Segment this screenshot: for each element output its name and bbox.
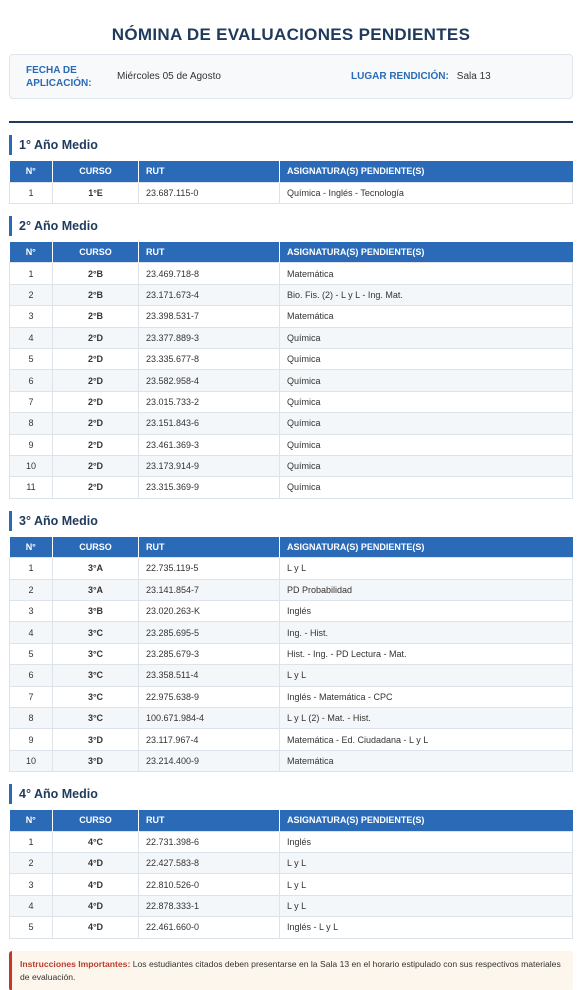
table-row — [10, 306, 573, 327]
row-rut: 22.735.119-5 — [139, 558, 280, 579]
table-row — [10, 263, 573, 284]
row-number: 1 — [10, 831, 53, 852]
column-header: CURSO — [53, 161, 139, 182]
table-row — [10, 874, 573, 895]
column-header: CURSO — [53, 537, 139, 558]
row-asignaturas: L y L — [280, 665, 573, 686]
row-rut: 23.141.854-7 — [139, 579, 280, 600]
row-asignaturas: Hist. - Ing. - PD Lectura - Mat. — [280, 643, 573, 664]
table-header-row — [10, 161, 573, 182]
row-rut: 23.461.369-3 — [139, 434, 280, 455]
table-row — [10, 284, 573, 305]
row-curso: 2°D — [53, 434, 139, 455]
row-number: 6 — [10, 665, 53, 686]
row-rut: 23.015.733-2 — [139, 391, 280, 412]
row-rut: 23.285.695-5 — [139, 622, 280, 643]
row-number: 2 — [10, 284, 53, 305]
table-row — [10, 707, 573, 728]
row-asignaturas: Inglés — [280, 831, 573, 852]
row-rut: 22.427.583-8 — [139, 852, 280, 873]
row-rut: 23.117.967-4 — [139, 729, 280, 750]
students-table — [9, 810, 573, 938]
info-box — [9, 54, 573, 99]
row-number: 1 — [10, 182, 53, 203]
table-row — [10, 579, 573, 600]
row-curso: 2°D — [53, 327, 139, 348]
table-row — [10, 665, 573, 686]
row-curso: 3°C — [53, 665, 139, 686]
instructions-text: Los estudiantes citados deben presentarse en la Sala 13 en el horario estipulado con sus respectivos materiales de evaluación. — [20, 958, 561, 982]
lugar-label: LUGAR RENDICIÓN: — [351, 71, 449, 82]
table-header-row — [10, 537, 573, 558]
table-row — [10, 182, 573, 203]
row-asignaturas: Química — [280, 413, 573, 434]
row-curso: 2°D — [53, 348, 139, 369]
row-asignaturas: Química — [280, 348, 573, 369]
row-number: 3 — [10, 600, 53, 621]
column-header: RUT — [139, 242, 280, 263]
students-table — [9, 161, 573, 204]
instructions-box — [9, 951, 573, 990]
row-rut: 23.020.263-K — [139, 600, 280, 621]
row-asignaturas: Matemática — [280, 750, 573, 771]
table-row — [10, 348, 573, 369]
table-row — [10, 600, 573, 621]
table-row — [10, 643, 573, 664]
column-header: N° — [10, 161, 53, 182]
row-asignaturas: Matemática — [280, 263, 573, 284]
row-asignaturas: PD Probabilidad — [280, 579, 573, 600]
fecha-value: Miércoles 05 de Agosto — [117, 71, 221, 82]
students-table — [9, 242, 573, 499]
row-curso: 4°C — [53, 831, 139, 852]
table-row — [10, 750, 573, 771]
row-asignaturas: L y L — [280, 874, 573, 895]
row-curso: 3°C — [53, 643, 139, 664]
table-row — [10, 434, 573, 455]
row-number: 10 — [10, 750, 53, 771]
sections-container — [9, 135, 573, 939]
row-number: 6 — [10, 370, 53, 391]
row-asignaturas: L y L — [280, 895, 573, 916]
column-header: ASIGNATURA(S) PENDIENTE(S) — [280, 161, 573, 182]
table-row — [10, 729, 573, 750]
row-number: 11 — [10, 477, 53, 498]
row-rut: 23.469.718-8 — [139, 263, 280, 284]
row-curso: 2°B — [53, 306, 139, 327]
page-title: NÓMINA DE EVALUACIONES PENDIENTES — [111, 25, 471, 44]
table-header-row — [10, 810, 573, 831]
row-asignaturas: L y L — [280, 852, 573, 873]
row-number: 5 — [10, 917, 53, 938]
row-asignaturas: L y L — [280, 558, 573, 579]
row-curso: 2°D — [53, 477, 139, 498]
row-curso: 1°E — [53, 182, 139, 203]
section-title: 4° Año Medio — [9, 784, 573, 804]
row-rut: 22.878.333-1 — [139, 895, 280, 916]
row-curso: 2°B — [53, 263, 139, 284]
row-curso: 4°D — [53, 917, 139, 938]
row-asignaturas: Inglés — [280, 600, 573, 621]
column-header: CURSO — [53, 242, 139, 263]
row-number: 3 — [10, 306, 53, 327]
row-curso: 4°D — [53, 895, 139, 916]
table-row — [10, 622, 573, 643]
section-title: 2° Año Medio — [9, 216, 573, 236]
row-curso: 2°D — [53, 413, 139, 434]
table-row — [10, 413, 573, 434]
section-title: 1° Año Medio — [9, 135, 573, 155]
row-asignaturas: Bio. Fis. (2) - L y L - Ing. Mat. — [280, 284, 573, 305]
table-row — [10, 558, 573, 579]
row-asignaturas: Inglés - Matemática - CPC — [280, 686, 573, 707]
row-number: 4 — [10, 895, 53, 916]
row-curso: 3°A — [53, 579, 139, 600]
row-rut: 22.461.660-0 — [139, 917, 280, 938]
table-row — [10, 895, 573, 916]
row-number: 9 — [10, 434, 53, 455]
row-number: 3 — [10, 874, 53, 895]
section-title: 3° Año Medio — [9, 511, 573, 531]
table-row — [10, 852, 573, 873]
row-curso: 2°D — [53, 455, 139, 476]
row-number: 5 — [10, 348, 53, 369]
row-curso: 3°B — [53, 600, 139, 621]
row-rut: 23.171.673-4 — [139, 284, 280, 305]
table-row — [10, 477, 573, 498]
column-header: N° — [10, 537, 53, 558]
column-header: RUT — [139, 161, 280, 182]
row-curso: 3°C — [53, 686, 139, 707]
row-asignaturas: Química — [280, 434, 573, 455]
row-rut: 23.335.677-8 — [139, 348, 280, 369]
row-rut: 23.285.679-3 — [139, 643, 280, 664]
row-rut: 22.731.398-6 — [139, 831, 280, 852]
row-rut: 23.214.400-9 — [139, 750, 280, 771]
column-header: RUT — [139, 810, 280, 831]
table-row — [10, 455, 573, 476]
row-number: 9 — [10, 729, 53, 750]
row-asignaturas: L y L (2) - Mat. - Hist. — [280, 707, 573, 728]
row-number: 2 — [10, 852, 53, 873]
row-asignaturas: Química — [280, 477, 573, 498]
row-number: 7 — [10, 686, 53, 707]
column-header: N° — [10, 242, 53, 263]
fecha-label: FECHA DE APLICACIÓN: — [26, 64, 92, 89]
column-header: CURSO — [53, 810, 139, 831]
row-rut: 22.810.526-0 — [139, 874, 280, 895]
row-rut: 23.398.531-7 — [139, 306, 280, 327]
row-rut: 23.315.369-9 — [139, 477, 280, 498]
row-number: 8 — [10, 707, 53, 728]
instructions-label: Instrucciones Importantes: — [20, 958, 131, 969]
divider — [9, 121, 573, 123]
row-curso: 3°C — [53, 622, 139, 643]
row-curso: 3°D — [53, 729, 139, 750]
students-table — [9, 537, 573, 772]
row-number: 1 — [10, 263, 53, 284]
row-asignaturas: Química — [280, 455, 573, 476]
row-asignaturas: Química — [280, 370, 573, 391]
row-rut: 23.358.511-4 — [139, 665, 280, 686]
table-row — [10, 831, 573, 852]
table-row — [10, 370, 573, 391]
row-curso: 2°D — [53, 391, 139, 412]
row-curso: 3°C — [53, 707, 139, 728]
row-curso: 4°D — [53, 852, 139, 873]
row-number: 1 — [10, 558, 53, 579]
row-curso: 2°D — [53, 370, 139, 391]
table-row — [10, 391, 573, 412]
row-rut: 23.151.843-6 — [139, 413, 280, 434]
row-rut: 23.173.914-9 — [139, 455, 280, 476]
row-asignaturas: Matemática - Ed. Ciudadana - L y L — [280, 729, 573, 750]
table-row — [10, 686, 573, 707]
row-number: 4 — [10, 622, 53, 643]
row-curso: 3°A — [53, 558, 139, 579]
row-curso: 3°D — [53, 750, 139, 771]
row-rut: 100.671.984-4 — [139, 707, 280, 728]
row-asignaturas: Ing. - Hist. — [280, 622, 573, 643]
row-curso: 2°B — [53, 284, 139, 305]
table-row — [10, 327, 573, 348]
column-header: ASIGNATURA(S) PENDIENTE(S) — [280, 810, 573, 831]
row-number: 2 — [10, 579, 53, 600]
column-header: ASIGNATURA(S) PENDIENTE(S) — [280, 537, 573, 558]
row-rut: 23.377.889-3 — [139, 327, 280, 348]
table-header-row — [10, 242, 573, 263]
table-row — [10, 917, 573, 938]
row-number: 4 — [10, 327, 53, 348]
row-asignaturas: Química — [280, 327, 573, 348]
row-curso: 4°D — [53, 874, 139, 895]
row-asignaturas: Química — [280, 391, 573, 412]
row-rut: 22.975.638-9 — [139, 686, 280, 707]
row-asignaturas: Matemática — [280, 306, 573, 327]
row-asignaturas: Química - Inglés - Tecnología — [280, 182, 573, 203]
row-rut: 23.582.958-4 — [139, 370, 280, 391]
lugar-value: Sala 13 — [456, 71, 491, 82]
column-header: ASIGNATURA(S) PENDIENTE(S) — [280, 242, 573, 263]
column-header: RUT — [139, 537, 280, 558]
row-number: 5 — [10, 643, 53, 664]
row-number: 10 — [10, 455, 53, 476]
row-number: 8 — [10, 413, 53, 434]
row-number: 7 — [10, 391, 53, 412]
row-asignaturas: Inglés - L y L — [280, 917, 573, 938]
column-header: N° — [10, 810, 53, 831]
row-rut: 23.687.115-0 — [139, 182, 280, 203]
